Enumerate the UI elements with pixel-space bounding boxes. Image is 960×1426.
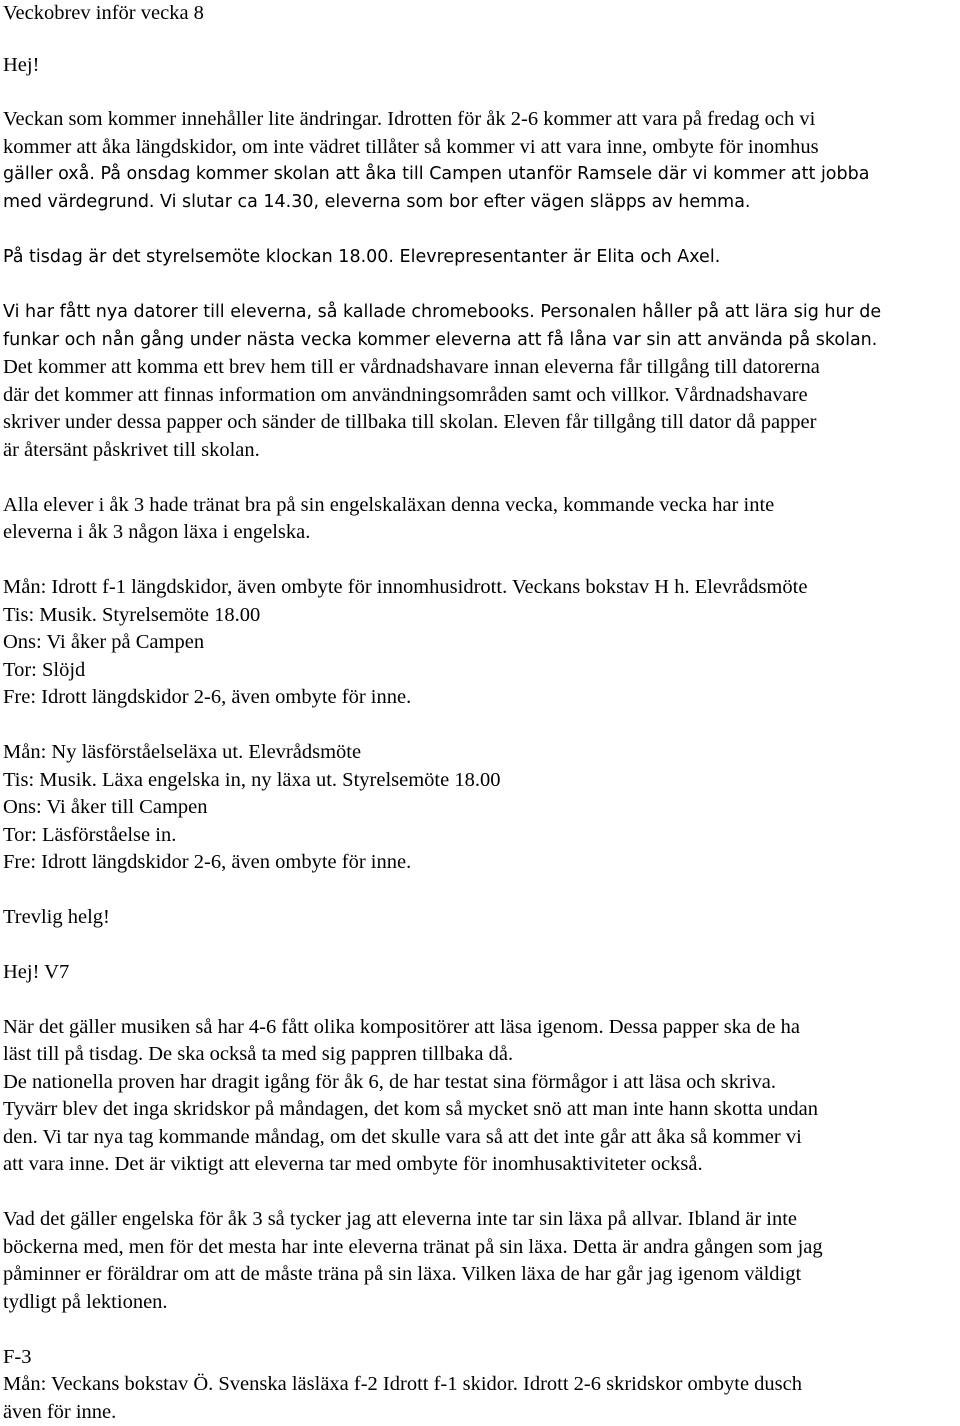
text-line: Tor: Slöjd: [3, 659, 86, 681]
text-line: att vara inne. Det är viktigt att eleverna tar med ombyte för inomhusaktiviteter också.: [3, 1153, 703, 1175]
text-line: tydligt på lektionen.: [3, 1291, 168, 1313]
text-line: Veckan som kommer innehåller lite ändringar. Idrotten för åk 2-6 kommer att vara på fredag och vi: [3, 108, 816, 130]
text-line: Veckobrev inför vecka 8: [3, 2, 204, 24]
text-line: där det kommer att finnas information om användningsområden samt och villkor. Vårdnadshavare: [3, 384, 808, 406]
text-line: Fre: Idrott längdskidor 2-6, även ombyte för inne.: [3, 851, 412, 873]
text-line: Tis: Musik. Styrelsemöte 18.00: [3, 604, 261, 626]
text-line: påminner er föräldrar om att de måste träna på sin läxa. Vilken läxa de har går jag igenom väldigt: [3, 1263, 802, 1285]
text-line: läst till på tisdag. De ska också ta med sig pappren tillbaka då.: [3, 1043, 514, 1065]
text-line: Tis: Musik. Läxa engelska in, ny läxa ut. Styrelsemöte 18.00: [3, 769, 501, 791]
text-line: Mån: Ny läsförståelseläxa ut. Elevrådsmöte: [3, 741, 362, 763]
text-line: Hej! V7: [3, 961, 70, 983]
text-line: kommer att åka längdskidor, om inte vädret tillåter så kommer vi att vara inne, ombyte för inomhus: [3, 136, 819, 158]
text-line: De nationella proven har dragit igång för åk 6, de har testat sina förmågor i att läsa och skriva.: [3, 1071, 777, 1093]
text-line: även för inne.: [3, 1401, 117, 1423]
text-line: med värdegrund. Vi slutar ca 14.30, eleverna som bor efter vägen släpps av hemma.: [3, 192, 751, 212]
text-line: den. Vi tar nya tag kommande måndag, om det skulle vara så att det inte går att åka så kommer vi: [3, 1126, 802, 1148]
text-line: På tisdag är det styrelsemöte klockan 18.00. Elevrepresentanter är Elita och Axel.: [3, 247, 721, 267]
text-line: Vi har fått nya datorer till eleverna, så kallade chromebooks. Personalen håller på att lära sig hur de: [3, 302, 882, 322]
text-line: är återsänt påskrivet till skolan.: [3, 439, 260, 461]
text-line: Trevlig helg!: [3, 906, 110, 928]
text-line: Alla elever i åk 3 hade tränat bra på sin engelskaläxan denna vecka, kommande vecka har inte: [3, 494, 775, 516]
text-line: Mån: Veckans bokstav Ö. Svenska läsläxa f-2 Idrott f-1 skidor. Idrott 2-6 skridskor ombyte dusch: [3, 1373, 802, 1395]
text-line: Mån: Idrott f-1 längdskidor, även ombyte för innomhusidrott. Veckans bokstav H h. Elevrådsmöte: [3, 576, 808, 598]
text-line: skriver under dessa papper och sänder de tillbaka till skolan. Eleven får tillgång till dator då papper: [3, 411, 817, 433]
text-line: Ons: Vi åker till Campen: [3, 796, 208, 818]
text-line: F-3: [3, 1346, 32, 1368]
text-line: eleverna i åk 3 någon läxa i engelska.: [3, 521, 311, 543]
text-line: Tyvärr blev det inga skridskor på måndagen, det kom så mycket snö att man inte hann skotta undan: [3, 1098, 818, 1120]
text-line: böckerna med, men för det mesta har inte eleverna tränat på sin läxa. Detta är andra gången som jag: [3, 1236, 823, 1258]
text-line: Ons: Vi åker på Campen: [3, 631, 205, 653]
text-line: Tor: Läsförståelse in.: [3, 824, 177, 846]
text-line: Det kommer att komma ett brev hem till er vårdnadshavare innan eleverna får tillgång till datorerna: [3, 356, 820, 378]
text-line: Hej!: [3, 54, 40, 76]
text-line: Vad det gäller engelska för åk 3 så tycker jag att eleverna inte tar sin läxa på allvar. Ibland är inte: [3, 1208, 798, 1230]
text-line: gäller oxå. På onsdag kommer skolan att åka till Campen utanför Ramsele där vi kommer att jobba: [3, 164, 870, 184]
text-line: När det gäller musiken så har 4-6 fått olika kompositörer att läsa igenom. Dessa papper ska de ha: [3, 1016, 800, 1038]
text-line: funkar och nån gång under nästa vecka kommer eleverna att få låna var sin att använda på skolan.: [3, 330, 878, 350]
text-line: Fre: Idrott längdskidor 2-6, även ombyte för inne.: [3, 686, 412, 708]
